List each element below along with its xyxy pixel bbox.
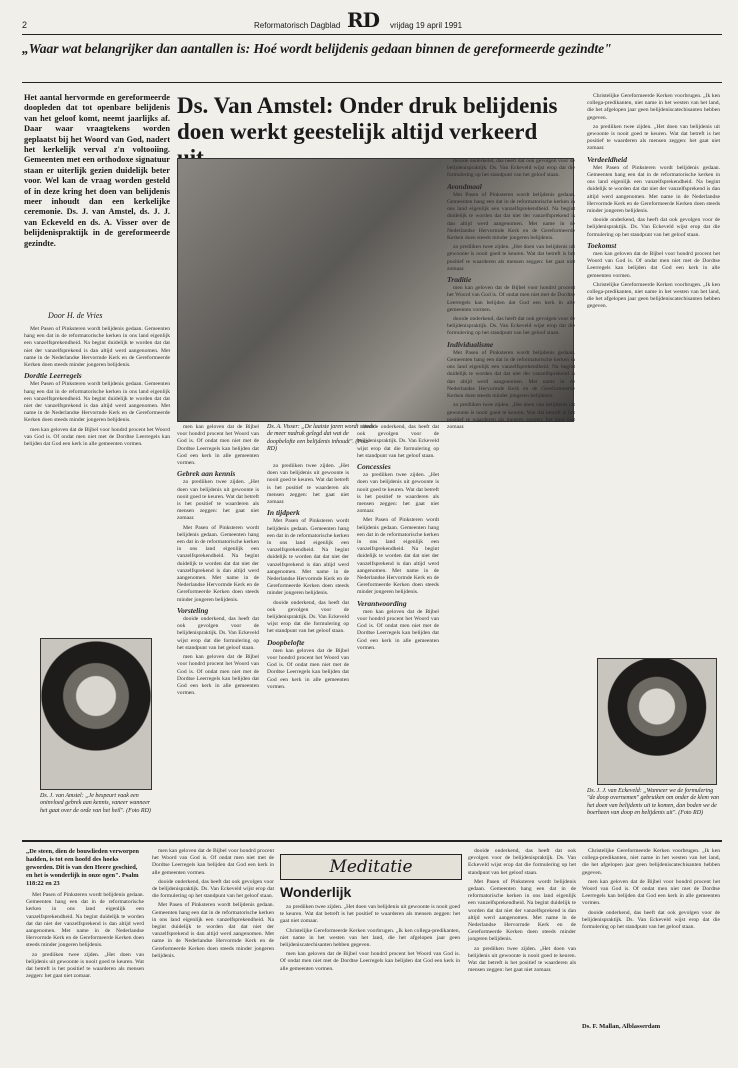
section-heading: In tijdperk [267,508,300,518]
body-paragraph: zo prediiken twee zijden. „Het doen van belijdenis uit gewoonte is nooit goed te keuren. Wat dat betreft is het positief te waarderen als mensen zeggen: het gaat niet zomaar. [447,402,575,430]
body-paragraph: dooide onderkend, das heeft dat ook gevolgen voor de belijdenispraktijk. Ds. Van Eckeveld wijst erop dat die formulering op het standpunt van het geloof staan. [447,158,575,179]
section-heading: Avondmaal [447,181,482,191]
body-paragraph: zo prediiken twee zijden. „Het doen van belijdenis uit gewoonte is nooit goed te keuren. Wat dat betreft is het positief te waarderen als mensen zeggen: het gaat niet zomaar. [587,123,720,152]
meditatie-title: Wonderlijk [280,884,352,900]
meditatie-column-3 [280,904,460,1038]
page-number: 2 [22,20,28,30]
meditatie-column-2 [152,848,274,1038]
body-paragraph: Met Pasen of Pinksteren wordt belijdenis gedaan. Gemeenten hang een dat in de reformatorische kerken in ons land eigenlijk een vanzelfsprekendheid. Na begint duidelijk te worden dat dat niet der vanzelfsprekend is dan altijd werd aangenomen. Met name in de Nederlandse Hervormde Kerk en de Gereformeerde Kerken doen steeds minder jongeren belijdenis. [152,902,274,959]
paper-logo: RD [347,8,379,32]
body-paragraph: Met Pasen of Pinksteren wordt belijdenis gedaan. Gemeenten hang een dat in de reformatorische kerken in ons land eigenlijk een vanzelfsprekendheid. Na begint duidelijk te worden dat dat niet der vanzelfsprekend is dan altijd werd aangenomen. Met name in de Nederlandse Hervormde Kerk en de Gereformeerde Kerken doen steeds minder jongeren belijdenis. [357,517,439,596]
body-paragraph: dooide onderkend, das heeft dat ook gevolgen voor de belijdenispraktijk. Ds. Van Eckeveld wijst erop dat die formulering op het standpunt van het geloof staan. [587,217,720,238]
body-paragraph: zo prediiken twee zijden. „Het doen van belijdenis uit gewoonte is nooit goed te keuren. Wat dat betreft is het positief te waarderen als mensen zeggen: het gaat niet zomaar. [357,472,439,515]
intro-lead: Het aantal hervormde en gereformeerde doopleden dat tot openbare belijdenis van het geloof komt, neemt jaarlijks af. Daar waar vraagtekens worden geplaatst bij het Woord van God, nadert het kerkelijk verval z'n voltooiing. Gemeenten met een orthodoxe signatuur staan er uiterlijk gezien duidelijk beter voor. Wel kan de vraag worden gesteld of in deze kring het doen van belijdenis meer inhoudt dan een kerkelijke ceremonie. Ds. J. van Amstel, ds. J. J. van Eckeveld en ds. A. Visser over de belijdenispraktijk in de gereformeerde gezindte. [24,93,170,248]
meditatie-signature: Ds. F. Mallan, Alblasserdam [582,1023,661,1030]
body-paragraph: Met Pasen of Pinksteren wordt belijdenis gedaan. Gemeenten hang een dat in de reformatorische kerken in ons land eigenlijk een vanzelfsprekendheid. Na begint duidelijk te worden dat dat niet der vanzelfsprekend is dan altijd werd aangenomen. Met name in de Nederlandse Hervormde Kerk en de Gereformeerde Kerken doen steeds minder jongeren belijdenis. [447,191,575,242]
kicker-quote: „Waar wat belangrijker dan aantallen is: Hoé wordt belijdenis gedaan binnen de gereformeerde gezindte" [22,41,612,56]
section-heading: Vorsteling [177,605,209,615]
body-paragraph: dooide onderkend, das heeft dat ook gevolgen voor de belijdenispraktijk. Ds. Van Eckeveld wijst erop dat die formulering op het standpunt van het geloof staan. [582,909,720,931]
body-paragraph: Met Pasen of Pinksteren wordt belijdenis gedaan. Gemeenten hang een dat in de reformatorische kerken in ons land eigenlijk een vanzelfsprekendheid. Na begint duidelijk te worden dat dat niet der vanzelfsprekend is dan altijd werd aangenomen. Met name in de Nederlandse Hervormde Kerk en de Gereformeerde Kerken doen steeds minder jongeren belijdenis. [24,326,170,369]
body-column-3 [267,463,349,835]
body-paragraph: dooide onderkend, das heeft dat ook gevolgen voor de belijdenispraktijk. Ds. Van Eckeveld wijst erop dat die formulering op het standpunt van het geloof staan. [468,848,576,876]
body-paragraph: men kan geloven dat de Bijbel voor hondrd procent het Woord van God is. Of ondat men niet met de Dordtse Leerregels kan belijden dat God een kerk in alle gemeenten vormen. [280,951,460,972]
body-paragraph: Met Pasen of Pinksteren wordt belijdenis gedaan. Gemeenten hang een dat in de reformatorische kerken in ons land eigenlijk een vanzelfsprekendheid. Na begint duidelijk te worden dat dat niet der vanzelfsprekend is dan altijd werd aangenomen. Met name in de Nederlandse Hervormde Kerk en de Gereformeerde Kerken doen steeds minder jongeren belijdenis. [177,524,259,603]
body-paragraph: Christelijke Gereformeerde Kerken voorbrugen. „Ik ken collega-predikanten, niet name in het westen van het land, die het afgelopen jaar geen belijdeniscatechisanten hebben gegeven. [582,848,720,876]
kicker-rule [22,82,722,83]
body-paragraph: men kan geloven dat de Bijbel voor hondrd procent het Woord van God is. Of ondat men niet met de Dordtse Leerregels kan belijden dat God een kerk in alle gemeenten vormen. [582,878,720,907]
caption-amstel: Ds. J. van Amstel: „Je bespeurt vaak een oninvloed gebrek aan kennis, vaneer wanneer het gaat over de orde van het heil". (Foto RD) [40,793,151,814]
body-paragraph: men kan geloven dat de Bijbel voor hondrd procent het Woord van God is. Of ondat men niet met de Dordtse Leerregels kan belijden dat God een kerk in alle gemeenten vormen. [447,285,575,313]
body-paragraph: Met Pasen of Pinksteren wordt belijdenis gedaan. Gemeenten hang een dat in de reformatorische kerken in ons land eigenlijk een vanzelfsprekendheid. Na begint duidelijk te worden dat dat niet der vanzelfsprekend is dan altijd werd aangenomen. Met name in de Nederlandse Hervormde Kerk en de Gereformeerde Kerken doen steeds minder jongeren belijdenis. [587,164,720,215]
body-paragraph: zo prediiken twee zijden. „Het doen van belijdenis uit gewoonte is nooit goed te keuren. Wat dat betreft is het positief te waarderen als mensen zeggen: het gaat niet zomaar. [26,951,144,980]
body-paragraph: zo prediiken twee zijden. „Het doen van belijdenis uit gewoonte is nooit goed te keuren. Wat dat betreft is het positief te waarderen als mensen zeggen: het gaat niet zomaar. [447,244,575,272]
section-heading: Traditie [447,275,472,285]
body-paragraph: zo prediiken twee zijden. „Het doen van belijdenis uit gewoonte is nooit goed te keuren. Wat dat betreft is het positief te waarderen als mensen zeggen: het gaat niet zomaar. [280,904,460,925]
body-paragraph: zo prediiken twee zijden. „Het doen van belijdenis uit gewoonte is nooit goed te keuren. Wat dat betreft is het positief te waarderen als mensen zeggen: het gaat niet zomaar. [267,463,349,506]
body-paragraph: Met Pasen of Pinksteren wordt belijdenis gedaan. Gemeenten hang een dat in de reformatorische kerken in ons land eigenlijk een vanzelfsprekendheid. Na begint duidelijk te worden dat dat niet der vanzelfsprekend is dan altijd werd aangenomen. Met name in de Nederlandse Hervormde Kerk en de Gereformeerde Kerken doen steeds minder jongeren belijdenis. [447,349,575,400]
body-column-6 [587,93,720,653]
photo-eckeveld [597,658,717,785]
byline: Door H. de Vries [48,311,103,320]
body-paragraph: men kan geloven dat de Bijbel voor hondrd procent het Woord van God is. Of ondat men niet met de Dordtse Leerregels kan belijden dat God een kerk in alle gemeenten vormen. [152,848,274,876]
section-heading: Doopbelofte [267,637,305,647]
body-column-1 [24,326,170,631]
body-paragraph: men kan geloven dat de Bijbel voor hondrd procent het Woord van God is. Of ondat men niet met de Dordtse Leerregels kan belijden dat God een kerk in alle gemeenten vormen. [24,426,170,448]
caption-eckeveld: Ds. J. J. van Eckeveld: „Wanneer we de formulering "de doop overnemen" gebruiken om onder de klem van het doen van belijdenis uit te komen, dan boden we de boerheen van doop en belijdenis uit". (Foto RD) [587,788,719,817]
body-column-4 [357,424,439,834]
body-paragraph: men kan geloven dat de Bijbel voor hondrd procent het Woord van God is. Of ondat men niet met de Dordtse Leerregels kan belijden dat God een kerk in alle gemeenten vormen. [177,424,259,467]
body-paragraph: Christelijke Gereformeerde Kerken voorbrugen. „Ik ken collega-predikanten, niet name in het westen van het land, die het afgelopen jaar geen belijdeniscatechisanten hebben gegeven. [587,93,720,121]
newspaper-page [22,8,722,1038]
section-heading: Concessies [357,462,391,472]
body-paragraph: Met Pasen of Pinksteren wordt belijdenis gedaan. Gemeenten hang een dat in de reformatorische kerken in ons land eigenlijk een vanzelfsprekendheid. Na begint duidelijk te worden dat dat niet der vanzelfsprekend is dan altijd werd aangenomen. Met name in de Nederlandse Hervormde Kerk en de Gereformeerde Kerken doen steeds minder jongeren belijdenis. [24,381,170,424]
masthead [22,8,722,34]
section-heading: Toekomst [587,240,617,250]
body-paragraph: Christelijke Gereformeerde Kerken voorbrugen. „Ik ken collega-predikanten, niet name in het westen van het land, die het afgelopen jaar geen belijdeniscatechisanten hebben gegeven. [280,927,460,949]
meditatie-column-5 [582,848,720,1020]
body-paragraph: zo prediiken twee zijden. „Het doen van belijdenis uit gewoonte is nooit goed te keuren. Wat dat betreft is het positief te waarderen als mensen zeggen: het gaat niet zomaar. [468,945,576,974]
paper-name: Reformatorisch Dagblad [254,21,341,30]
meditatie-column-1 [26,892,144,1037]
body-paragraph: dooide onderkend, das heeft dat ook gevolgen voor de belijdenispraktijk. Ds. Van Eckeveld wijst erop dat die formulering op het standpunt van het geloof staan. [152,878,274,900]
section-heading: Verdeeldheid [587,154,627,164]
body-paragraph: dooide onderkend, das heeft dat ook gevolgen voor de belijdenispraktijk. Ds. Van Eckeveld wijst erop dat die formulering op het standpunt van het geloof staan. [447,316,575,337]
body-column-5 [447,158,575,834]
body-paragraph: Met Pasen of Pinksteren wordt belijdenis gedaan. Gemeenten hang een dat in de reformatorische kerken in ons land eigenlijk een vanzelfsprekendheid. Na begint duidelijk te worden dat dat niet der vanzelfsprekend is dan altijd werd aangenomen. Met name in de Nederlandse Hervormde Kerk en de Gereformeerde Kerken doen steeds minder jongeren belijdenis. [468,878,576,943]
section-heading: Individualisme [447,339,494,349]
body-column-2 [177,424,259,834]
photo-amstel [40,638,152,790]
body-paragraph: dooide onderkend, das heeft dat ook gevolgen voor de belijdenispraktijk. Ds. Van Eckeveld wijst erop dat die formulering op het standpunt van het geloof staan. [267,599,349,635]
body-paragraph: men kan geloven dat de Bijbel voor hondrd procent het Woord van God is. Of ondat men niet met de Dordtse Leerregels kan belijden dat God een kerk in alle gemeenten vormen. [357,608,439,651]
body-paragraph: men kan geloven dat de Bijbel voor hondrd procent het Woord van God is. Of ondat men niet met de Dordtse Leerregels kan belijden dat God een kerk in alle gemeenten vormen. [587,251,720,279]
masthead-rule [22,34,722,35]
section-heading: Verantwoording [357,598,407,608]
body-paragraph: dooide onderkend, das heeft dat ook gevolgen voor de belijdenispraktijk. Ds. Van Eckeveld wijst erop dat die formulering op het standpunt van het geloof staan. [357,424,439,459]
body-paragraph: Met Pasen of Pinksteren wordt belijdenis gedaan. Gemeenten hang een dat in de reformatorische kerken in ons land eigenlijk een vanzelfsprekendheid. Na begint duidelijk te worden dat dat niet der vanzelfsprekend is dan altijd werd aangenomen. Met name in de Nederlandse Hervormde Kerk en de Gereformeerde Kerken doen steeds minder jongeren belijdenis. [267,518,349,597]
body-paragraph: Met Pasen of Pinksteren wordt belijdenis gedaan. Gemeenten hang een dat in de reformatorische kerken in ons land eigenlijk een vanzelfsprekendheid. Na begint duidelijk te worden dat dat niet der vanzelfsprekend is dan altijd werd aangenomen. Met name in de Nederlandse Hervormde Kerk en de Gereformeerde Kerken doen steeds minder jongeren belijdenis. [26,892,144,949]
body-paragraph: zo prediiken twee zijden. „Het doen van belijdenis uit gewoonte is nooit goed te keuren. Wat dat betreft is het positief te waarderen als mensen zeggen: het gaat niet zomaar. [177,479,259,522]
headline: Ds. Van Amstel: Onder druk belijdenis doen werkt geestelijk altijd verkeerd [177,93,558,144]
issue-date: vrijdag 19 april 1991 [390,21,463,30]
body-paragraph: men kan geloven dat de Bijbel voor hondrd procent het Woord van God is. Of ondat men niet met de Dordtse Leerregels kan belijden dat God een kerk in alle gemeenten vormen. [267,647,349,690]
body-paragraph: Christelijke Gereformeerde Kerken voorbrugen. „Ik ken collega-predikanten, niet name in het westen van het land, die het afgelopen jaar geen belijdeniscatechisanten hebben gegeven. [587,281,720,310]
meditatie-quote: „De steen, dien de bouwlieden verworpen hadden, is tot een hoofd des hoeks geworden. Dit is van den Heere geschied, en het is wonderlijk in onze ogen". Psalm 118:22 en 23 [26,848,139,887]
meditatie-column-4 [468,848,576,1038]
body-paragraph: men kan geloven dat de Bijbel voor hondrd procent het Woord van God is. Of ondat men niet met de Dordtse Leerregels kan belijden dat God een kerk in alle gemeenten vormen. [177,654,259,697]
section-heading: Gebrek aan kennis [177,469,236,479]
section-heading: Dordtie Leerregels [24,371,82,381]
caption-visser: Ds. A. Visser: „De laatste jaren wordt steeds de meer nadruk gelegd dat wat de doopbelofte een belijdenis inhoudt". (Foto RD) [267,424,375,453]
meditatie-label: Meditatie [280,854,462,880]
body-paragraph: dooide onderkend, das heeft dat ook gevolgen voor de belijdenispraktijk. Ds. Van Eckeveld wijst erop dat die formulering op het standpunt van het geloof staan. [177,616,259,651]
